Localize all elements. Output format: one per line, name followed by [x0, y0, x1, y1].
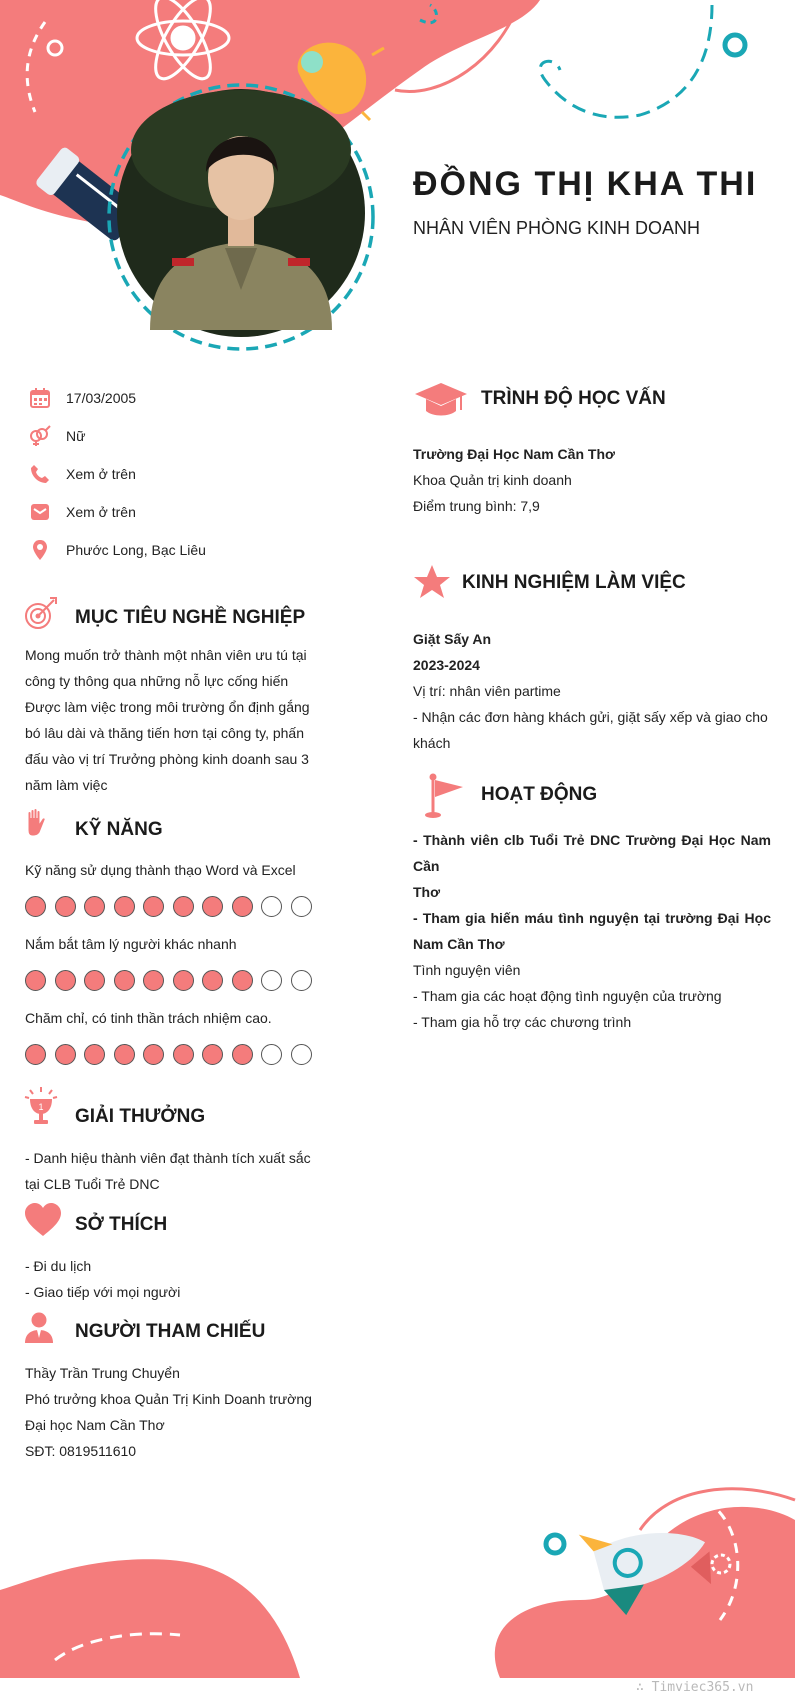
rating-dot-filled	[55, 896, 76, 917]
target-icon	[24, 596, 58, 630]
phone-text: Xem ở trên	[66, 466, 136, 482]
rating-dot-filled	[173, 1044, 194, 1065]
rating-dot-filled	[232, 970, 253, 991]
references-text: Thầy Trần Trung Chuyển Phó trưởng khoa Quản Trị Kinh Doanh trường Đại học Nam Cần Thơ SĐT: 0819511610	[25, 1365, 312, 1459]
trophy-icon	[24, 1087, 58, 1127]
skill-label: Nắm bắt tâm lý người khác nhanh	[25, 936, 237, 952]
rating-dot-empty	[291, 896, 312, 917]
rating-dot-filled	[143, 1044, 164, 1065]
rating-dot-filled	[25, 970, 46, 991]
awards-text: - Danh hiệu thành viên đạt thành tích xuất sắc tại CLB Tuổi Trẻ DNC	[25, 1150, 311, 1192]
rating-dot-filled	[25, 1044, 46, 1065]
objective-text: Mong muốn trở thành một nhân viên ưu tú tại công ty thông qua những nỗ lực cống hiến Được làm việc trong môi trường ổn định gắng bó lâu dài và thăng tiến hơn tại công ty, phấn đấu vào vị trí Trưởng phòng kinh doanh sau 3 năm làm việc	[25, 647, 310, 793]
education-text	[413, 441, 773, 519]
rating-dot-filled	[143, 970, 164, 991]
contact-email	[28, 500, 136, 524]
hand-icon	[24, 808, 48, 840]
watermark: ∴ Timviec365.vn	[636, 1680, 754, 1695]
contact-gender	[28, 424, 85, 448]
location-icon	[28, 538, 52, 562]
phone-icon	[28, 462, 52, 486]
rating-dot-empty	[291, 970, 312, 991]
experience-title: KINH NGHIỆM LÀM VIỆC	[462, 572, 686, 593]
person-icon	[24, 1312, 54, 1344]
rating-dot-empty	[291, 1044, 312, 1065]
education-title: TRÌNH ĐỘ HỌC VẤN	[481, 388, 666, 409]
rating-dot-filled	[84, 1044, 105, 1065]
objective-title: MỤC TIÊU NGHỀ NGHIỆP	[75, 607, 306, 628]
rating-dot-empty	[261, 970, 282, 991]
birthdate-text: 17/03/2005	[66, 390, 137, 406]
activities-text: - Thành viên clb Tuổi Trẻ DNC Trường Đại Học Nam Cần Thơ - Tham gia hiến máu tình nguyện tại trường Đại Học Nam Cần Thơ Tình nguyện viên - Tham gia các hoạt động tình nguyện của trường - Tham gia hỗ trợ các chương trình	[413, 832, 771, 1030]
flag-icon	[423, 773, 465, 819]
rating-dot-filled	[173, 896, 194, 917]
profile-photo	[109, 85, 373, 349]
skill-rating	[25, 1044, 312, 1065]
awards-title: GIẢI THƯỞNG	[75, 1106, 206, 1127]
rating-dot-filled	[173, 970, 194, 991]
rating-dot-filled	[202, 970, 223, 991]
footer-decoration	[0, 1460, 800, 1701]
rating-dot-empty	[261, 1044, 282, 1065]
rating-dot-filled	[114, 1044, 135, 1065]
skills-title: KỸ NĂNG	[75, 819, 163, 840]
experience-text: Giặt Sấy An 2023-2024 Vị trí: nhân viên partime - Nhận các đơn hàng khách gửi, giặt sấy xếp và giao cho khách	[413, 626, 773, 756]
rating-dot-filled	[84, 896, 105, 917]
education-gpa: Điểm trung bình: 7,9	[413, 498, 540, 514]
location-text: Phước Long, Bạc Liêu	[66, 542, 206, 558]
rating-dot-filled	[114, 896, 135, 917]
experience-period: 2023-2024	[413, 657, 480, 673]
rating-dot-filled	[202, 1044, 223, 1065]
heart-icon	[24, 1203, 62, 1237]
candidate-name: ĐỒNG THỊ KHA THI	[413, 165, 758, 203]
gender-text: Nữ	[66, 428, 86, 444]
calendar-icon	[28, 386, 52, 410]
gender-icon	[28, 424, 52, 448]
experience-position: Vị trí: nhân viên partime	[413, 683, 561, 699]
references-title: NGƯỜI THAM CHIẾU	[75, 1321, 266, 1342]
skill-label: Kỹ năng sử dụng thành thạo Word và Excel	[25, 862, 296, 878]
contact-location	[28, 538, 206, 562]
star-icon	[413, 564, 451, 600]
rating-dot-filled	[84, 970, 105, 991]
rating-dot-filled	[232, 1044, 253, 1065]
skill-rating	[25, 970, 312, 991]
education-school: Trường Đại Học Nam Cần Thơ	[413, 446, 615, 462]
skill-rating	[25, 896, 312, 917]
graduation-cap-icon	[413, 380, 469, 420]
hobbies-text: - Đi du lịch - Giao tiếp với mọi người	[25, 1258, 181, 1300]
svg-text:1: 1	[38, 1102, 44, 1112]
rating-dot-filled	[143, 896, 164, 917]
activities-title: HOẠT ĐỘNG	[481, 784, 598, 805]
contact-phone	[28, 462, 136, 486]
rating-dot-filled	[55, 970, 76, 991]
rating-dot-filled	[55, 1044, 76, 1065]
skill-label: Chăm chỉ, có tinh thần trách nhiệm cao.	[25, 1010, 272, 1026]
hobbies-title: SỞ THÍCH	[75, 1214, 168, 1235]
education-faculty: Khoa Quản trị kinh doanh	[413, 472, 572, 488]
rating-dot-filled	[114, 970, 135, 991]
job-title: NHÂN VIÊN PHÒNG KINH DOANH	[413, 218, 701, 238]
experience-company: Giặt Sấy An	[413, 631, 492, 647]
contact-birthdate	[28, 386, 136, 410]
rating-dot-filled	[232, 896, 253, 917]
rating-dot-filled	[25, 896, 46, 917]
rating-dot-filled	[202, 896, 223, 917]
email-text: Xem ở trên	[66, 504, 136, 520]
rating-dot-empty	[261, 896, 282, 917]
email-icon	[28, 500, 52, 524]
